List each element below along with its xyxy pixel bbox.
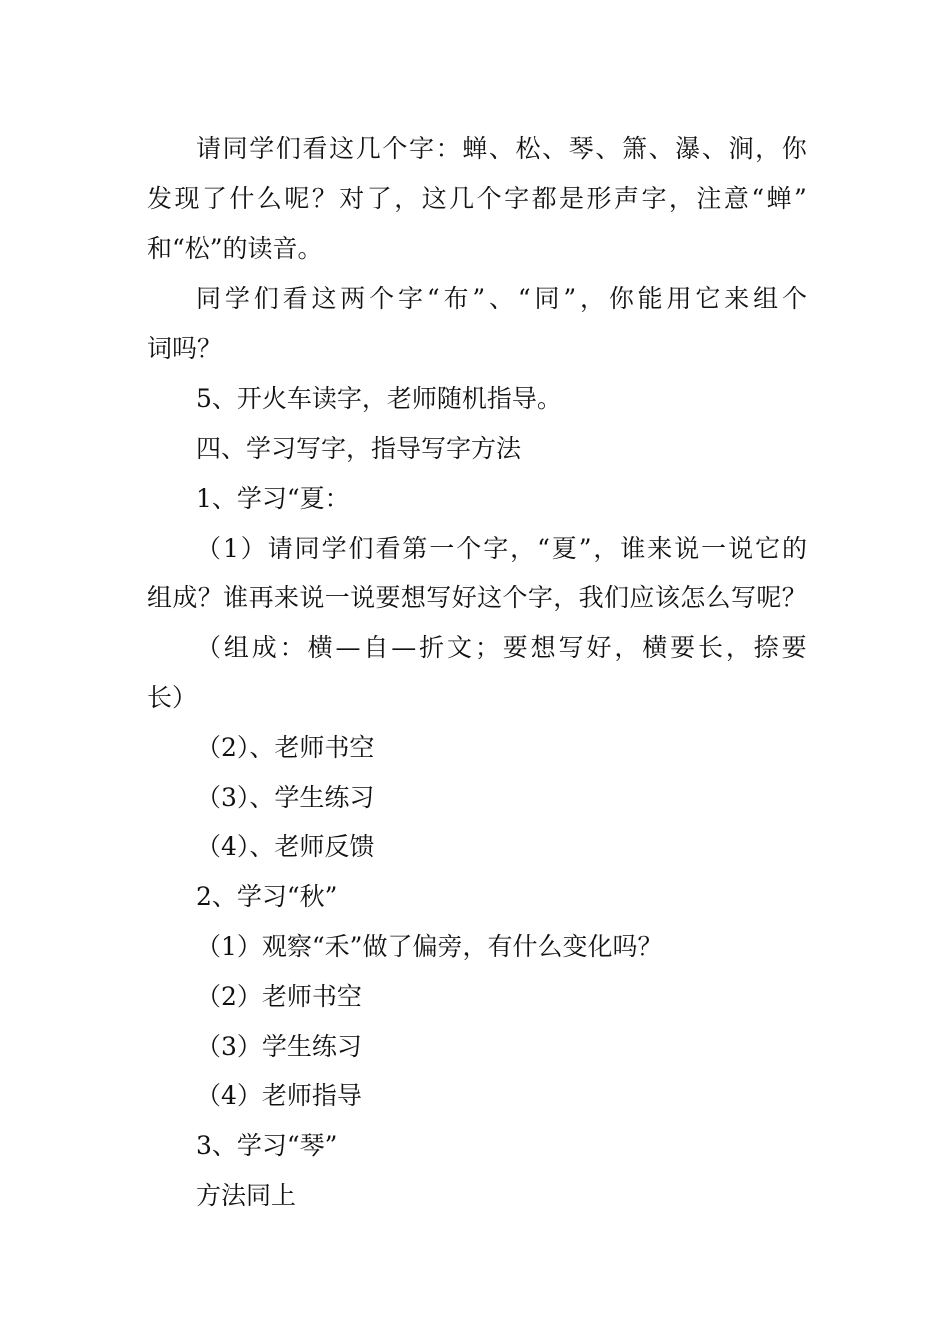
text-line: （ 组 成 ： 横 — 自 — 折 文 ； 要 想 写 好 ， 横 要 长 ， 捺 要 [196,633,807,662]
text-line: （2）老师书空 [196,982,362,1011]
text-line: （ 1 ） 请 同 学 们 看 第 一 个 字 ， “ 夏 ” ， 谁 来 说 一 说 它 的 [196,534,807,563]
text-line: 同 学 们 看 这 两 个 字 “ 布 ” 、 “ 同 ” ， 你 能 用 它 来 组 个 [196,284,807,313]
text-line: 发 现 了 什 么 呢 ？ 对 了 ， 这 几 个 字 都 是 形 声 字 ， 注 意 “ 蝉 ” [147,184,807,213]
text-line: （2）、老师书空 [196,733,375,762]
text-line: （3）、学生练习 [196,783,375,812]
text-line: 长） [147,683,198,712]
text-line: （3）学生练习 [196,1032,362,1061]
text-line: 1、学习“夏： [196,484,350,513]
text-line: 请 同 学 们 看 这 几 个 字 ： 蝉 、 松 、 琴 、 箫 、 瀑 、 涧 ， 你 [196,134,807,163]
text-line: （1）观察“禾”做了偏旁，有什么变化吗？ [196,932,663,961]
text-line: 方法同上 [196,1181,297,1210]
text-line: 5、开火车读字，老师随机指导。 [196,384,562,413]
text-line: （4）老师指导 [196,1081,362,1110]
text-line: （4）、老师反馈 [196,832,375,861]
text-line: 组 成 ？ 谁 再 来 说 一 说 要 想 写 好 这 个 字 ， 我 们 应 该 怎 么 写 呢 ？ [147,583,807,612]
text-line: 和“松”的读音。 [147,234,323,263]
text-line: 2、学习“秋” [196,882,338,911]
text-line: 词吗？ [147,334,223,363]
text-line: 3、学习“琴” [196,1131,338,1160]
section-heading: 四、学习写字，指导写字方法 [196,434,522,463]
